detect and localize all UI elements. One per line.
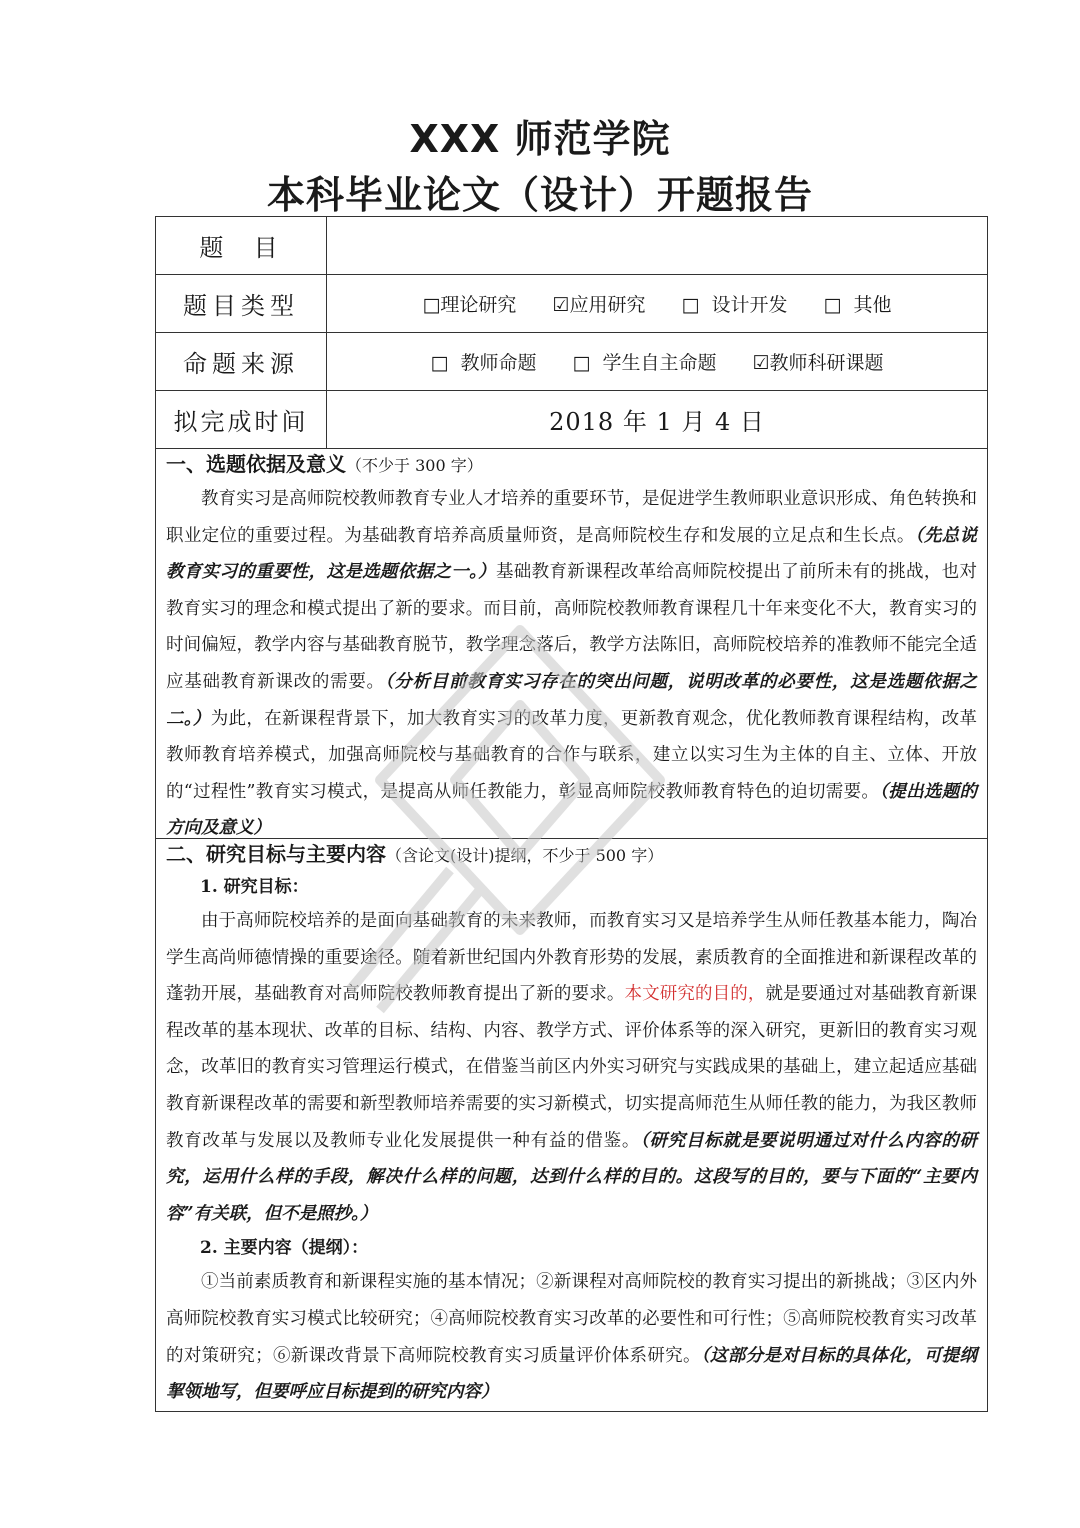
option-student-topic[interactable]: □ 学生自主命题 (572, 352, 717, 374)
option-research-project[interactable]: ☑教师科研课题 (752, 352, 884, 374)
content-subtitle: 2. 主要内容（提纲）： (200, 1238, 369, 1259)
section-basis-paragraph: 教育实习是高师院校教师教育专业人才培养的重要环节，是促进学生教师职业意识形成、角色转换和职业定位的重要过程。为基础教育培养高质量师资，是高师院校生存和发展的立足点和生长点。（先总说教育实习的重要性，这是选题依据之一。）基础教育新课程改革给高师院校提出了前所未有的挑战，也对教育实习的理念和模式提出了新的要求。而目前，高师院校教师教育课程几十年来变化不大，教育实习的时间偏短，教学内容与基础教育脱节，教学理念落后，教学方法陈旧，高师院校培养的准教师不能完全适应基础教育新课改的需要。（分析目前教育实习存在的突出问题，说明改革的必要性，这是选题依据之二。）为此，在新课程背景下，加大教育实习的改革力度，更新教育观念，优化教师教育课程结构，改革教师教育培养模式，加强高师院校与基础教育的合作与联系，建立以实习生为主体的自主、立体、开放的“过程性”教育实习模式，是提高从师任教能力，彰显高师院校教师教育特色的迫切需要。（提出选题的方向及意义） (166, 489, 978, 839)
report-form (155, 216, 988, 1412)
section-basis (156, 449, 987, 839)
topic-type-row (156, 275, 987, 333)
option-applied-research[interactable]: ☑应用研究 (552, 294, 646, 316)
option-other[interactable]: □ 其他 (823, 294, 892, 316)
topic-source-options (327, 333, 987, 390)
topic-label: 题 目 (156, 217, 327, 274)
option-design-development[interactable]: □ 设计开发 (681, 294, 788, 316)
content-paragraph: ①当前素质教育和新课程实施的基本情况；②新课程对高师院校的教育实习提出的新挑战；③区内外高师院校教育实习模式比较研究；④高师院校教育实习改革的必要性和可行性；⑤高师院校教育实习改革的对策研究；⑥新课改背景下高师院校教育实习质量评价体系研究。（这部分是对目标的具体化，可提纲挈领地写，但要呼应目标提到的研究内容） (166, 1272, 978, 1403)
topic-source-label: 命题来源 (156, 333, 327, 390)
section-goals-heading: 二、研究目标与主要内容（含论文(设计)提纲，不少于 500 字） (166, 842, 664, 866)
section-basis-heading: 一、选题依据及意义（不少于 300 字） (166, 452, 483, 476)
topic-row (156, 217, 987, 275)
section-goals-note: （含论文(设计)提纲，不少于 500 字） (386, 846, 664, 865)
topic-value[interactable] (327, 217, 987, 274)
option-teacher-topic[interactable]: □ 教师命题 (430, 352, 537, 374)
topic-type-options (327, 275, 987, 332)
finish-time-value[interactable]: 2018 年 1 月 4 日 (549, 408, 765, 436)
finish-time-label: 拟完成时间 (156, 391, 327, 448)
goal-subtitle: 1. 研究目标： (200, 877, 309, 897)
report-title: 本科毕业论文（设计）开题报告 (266, 173, 813, 217)
topic-source-row (156, 333, 987, 391)
option-theory-research[interactable]: □理论研究 (422, 294, 517, 316)
goal-paragraph: 由于高师院校培养的是面向基础教育的未来教师，而教育实习又是培养学生从师任教基本能力，陶冶学生高尚师德情操的重要途径。随着新世纪国内外教育形势的发展，素质教育的全面推进和新课程改革的蓬勃开展，基础教育对高师院校教师教育提出了新的要求。本文研究的目的，就是要通过对基础教育新课程改革的基本现状、改革的目标、结构、内容、教学方式、评价体系等的深入研究，更新旧的教育实习观念，改革旧的教育实习管理运行模式，在借鉴当前区内外实习研究与实践成果的基础上，建立起适应基础教育新课程改革的需要和新型教师培养需要的实习新模式，切实提高师范生从师任教的能力，为我区教师教育改革与发展以及教师专业化发展提供一种有益的借鉴。（研究目标就是要说明通过对什么内容的研究，运用什么样的手段，解决什么样的问题，达到什么样的目的。这段写的目的，要与下面的“主要内容”有关联，但不是照抄。） (166, 911, 978, 1224)
topic-type-label: 题目类型 (156, 275, 327, 332)
section-basis-note: （不少于 300 字） (346, 456, 483, 475)
section-goals (156, 839, 987, 1411)
school-name: XXX 师范学院 (409, 117, 671, 161)
finish-time-row (156, 391, 987, 449)
